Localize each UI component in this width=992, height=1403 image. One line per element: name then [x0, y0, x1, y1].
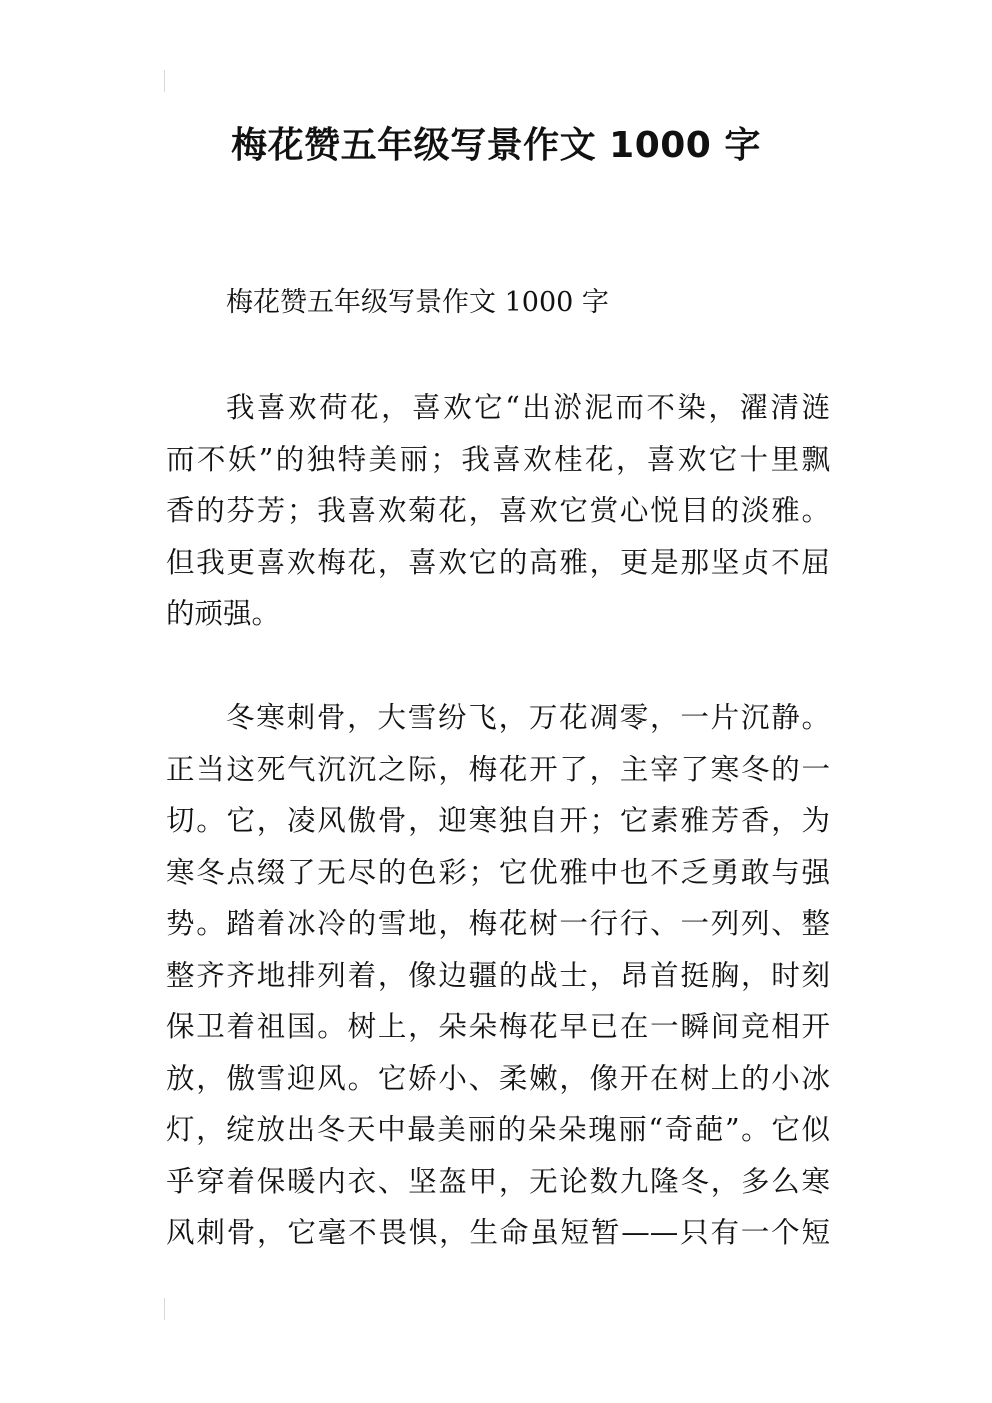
page-corner-mark-top [164, 70, 165, 92]
paragraph-line: 但我更喜欢梅花，喜欢它的高雅，更是那坚贞不屈 [166, 545, 830, 579]
paragraph-line: 香的芬芳；我喜欢菊花，喜欢它赏心悦目的淡雅。 [166, 494, 830, 527]
page-corner-mark-bottom [164, 1298, 165, 1320]
paragraph-line: 的顽强。 [166, 597, 281, 630]
paragraph-line: 而不妖”的独特美丽；我喜欢桂花，喜欢它十里飘 [166, 442, 830, 476]
paragraph-line: 我喜欢荷花，喜欢它“出淤泥而不染，濯清涟 [226, 391, 830, 424]
paragraph-line: 乎穿着保暖内衣、坚盔甲，无论数九隆冬，多么寒 [166, 1164, 830, 1198]
document-subtitle: 梅花赞五年级写景作文 1000 字 [226, 287, 609, 318]
paragraph-line: 势。踏着冰冷的雪地，梅花树一行行、一列列、整 [166, 907, 830, 940]
paragraph-2 [166, 692, 830, 1259]
paragraph-line: 冬寒刺骨，大雪纷飞，万花凋零，一片沉静。 [226, 701, 830, 734]
paragraph-line: 寒冬点缀了无尽的色彩；它优雅中也不乏勇敢与强 [166, 855, 830, 889]
paragraph-line: 整齐齐地排列着，像边疆的战士，昂首挺胸，时刻 [166, 958, 830, 992]
paragraph-line: 保卫着祖国。树上，朵朵梅花早已在一瞬间竞相开 [166, 1010, 830, 1043]
paragraph-1 [166, 382, 830, 640]
document-title: 梅花赞五年级写景作文 1000 字 [231, 125, 761, 166]
paragraph-line: 风刺骨，它毫不畏惧，生命虽短暂——只有一个短 [166, 1216, 830, 1249]
paragraph-line: 放，傲雪迎风。它娇小、柔嫩，像开在树上的小冰 [166, 1061, 830, 1095]
paragraph-line: 切。它，凌风傲骨，迎寒独自开；它素雅芳香，为 [166, 804, 830, 837]
paragraph-line: 正当这死气沉沉之际，梅花开了，主宰了寒冬的一 [166, 752, 830, 786]
paragraph-line: 灯，绽放出冬天中最美丽的朵朵瑰丽“奇葩”。它似 [166, 1113, 830, 1146]
